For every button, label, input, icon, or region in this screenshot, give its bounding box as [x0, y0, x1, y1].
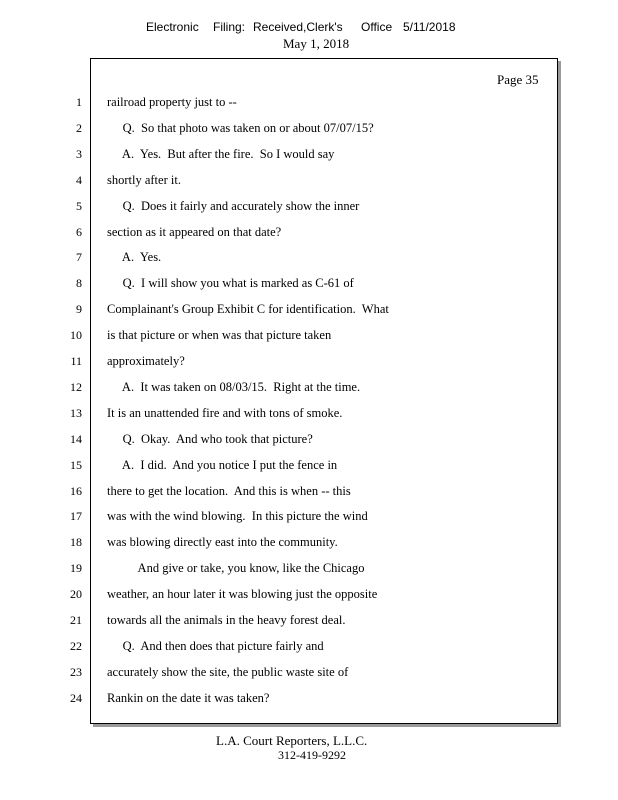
stamp-date: 5/11/2018	[403, 20, 456, 34]
line-number: 20	[70, 587, 82, 601]
transcript-line: Q. I will show you what is marked as C-61 of	[107, 276, 354, 290]
transcript-line: Q. Does it fairly and accurately show the inner	[107, 199, 360, 213]
line-number: 9	[76, 302, 82, 316]
line-number: 8	[76, 276, 82, 290]
line-number: 21	[70, 613, 82, 627]
line-number: 15	[70, 458, 82, 472]
stamp-office: Office	[361, 20, 393, 34]
transcript-line: section as it appeared on that date?	[107, 225, 282, 239]
line-number: 11	[70, 354, 82, 368]
line-number: 23	[70, 665, 82, 679]
line-number: 3	[76, 147, 82, 161]
line-number: 6	[76, 225, 82, 239]
line-number: 1	[76, 95, 82, 109]
line-number: 22	[70, 639, 82, 653]
transcript-line: accurately show the site, the public waste site of	[107, 665, 349, 679]
line-number: 4	[76, 173, 82, 187]
reporter-company: L.A. Court Reporters, L.L.C.	[216, 733, 368, 748]
transcript-line: towards all the animals in the heavy forest deal.	[107, 613, 346, 627]
line-number: 5	[76, 199, 82, 213]
line-number: 14	[70, 432, 82, 446]
stamp-electronic: Electronic	[146, 20, 199, 34]
transcript-line: Q. And then does that picture fairly and	[107, 639, 324, 653]
transcript-line: And give or take, you know, like the Chicago	[107, 561, 365, 575]
transcript-line: A. I did. And you notice I put the fence in	[107, 458, 338, 472]
transcript-line: approximately?	[107, 354, 185, 368]
transcript-line: Q. So that photo was taken on or about 07/07/15?	[107, 121, 374, 135]
line-number: 16	[70, 484, 82, 498]
stamp-received: Received,Clerk's	[253, 20, 343, 34]
filing-stamp	[146, 20, 456, 34]
transcript-line: Q. Okay. And who took that picture?	[107, 432, 313, 446]
received-date: May 1, 2018	[283, 36, 350, 51]
stamp-filing: Filing:	[213, 20, 246, 34]
transcript-line: It is an unattended fire and with tons of smoke.	[107, 406, 343, 420]
line-number: 12	[70, 380, 82, 394]
line-number: 24	[70, 691, 82, 705]
transcript-line: was with the wind blowing. In this picture the wind	[107, 509, 368, 523]
transcript-line: there to get the location. And this is when -- this	[107, 484, 351, 498]
transcript-line: A. Yes. But after the fire. So I would say	[107, 147, 335, 161]
transcript-line: was blowing directly east into the community.	[107, 535, 338, 549]
line-number: 18	[70, 535, 82, 549]
page-number: Page 35	[497, 72, 539, 87]
transcript-line: railroad property just to --	[107, 95, 237, 109]
line-number: 2	[76, 121, 82, 135]
transcript-line: is that picture or when was that picture taken	[107, 328, 332, 342]
transcript-line: A. It was taken on 08/03/15. Right at the time.	[107, 380, 361, 394]
line-number: 19	[70, 561, 82, 575]
line-number: 13	[70, 406, 82, 420]
transcript-line: A. Yes.	[107, 250, 162, 264]
transcript-line: Rankin on the date it was taken?	[107, 691, 270, 705]
transcript-line: Complainant's Group Exhibit C for identification. What	[107, 302, 389, 316]
line-number: 7	[76, 250, 82, 264]
transcript-line: shortly after it.	[107, 173, 181, 187]
line-number: 17	[70, 509, 82, 523]
transcript-line: weather, an hour later it was blowing just the opposite	[107, 587, 378, 601]
line-number: 10	[70, 328, 82, 342]
reporter-phone: 312-419-9292	[278, 748, 346, 762]
